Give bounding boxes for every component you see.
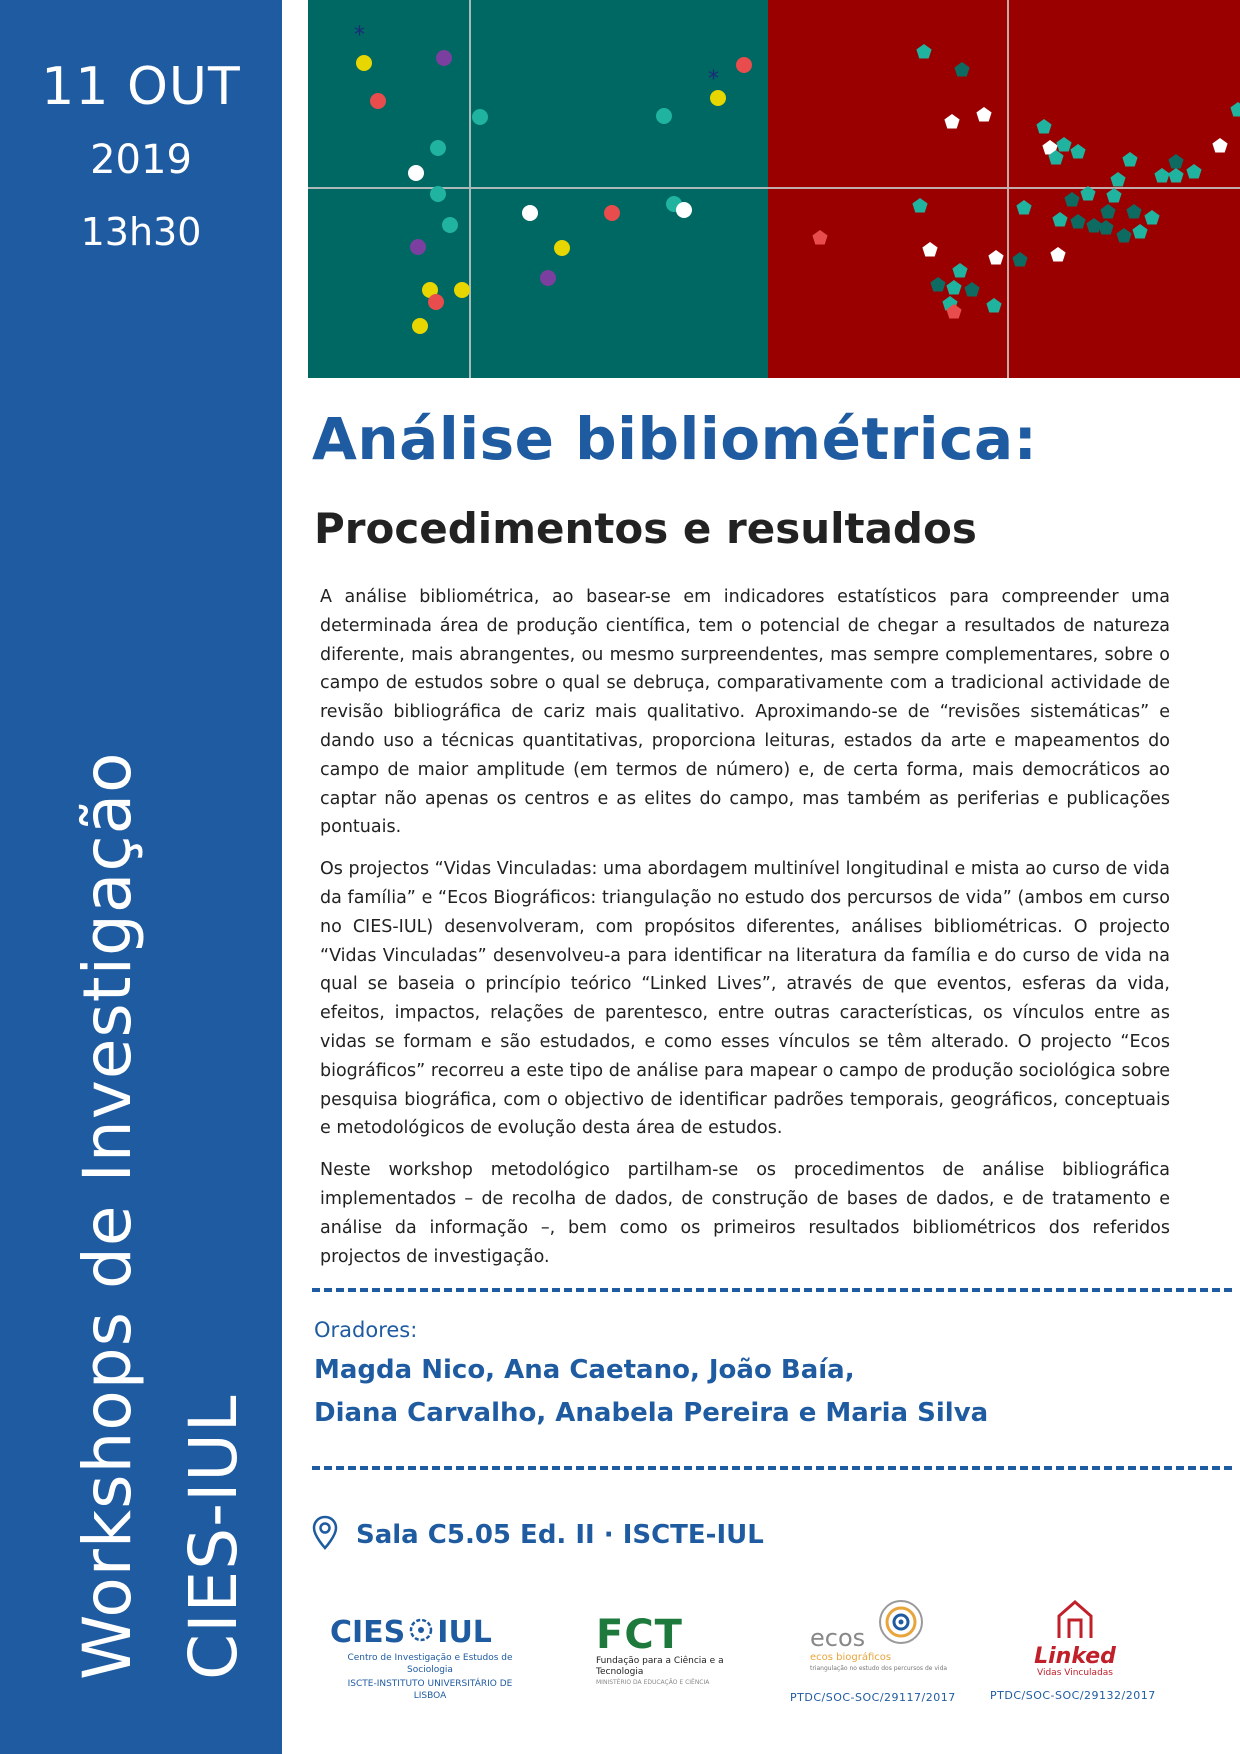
fct-logo-text: FCT: [596, 1612, 683, 1658]
event-year: 2019: [90, 137, 192, 183]
cies-subtitle: Centro de Investigação e Estudos de Sociologia: [347, 1653, 513, 1675]
location: [312, 1515, 764, 1555]
globe-icon: [409, 1615, 433, 1650]
page-title: Análise bibliométrica:: [312, 405, 1038, 473]
cies-iul-logo: [330, 1615, 530, 1702]
map-pin-icon: [312, 1515, 338, 1555]
fct-logo: [596, 1614, 756, 1687]
date-block: [0, 52, 282, 260]
iscte-subtitle: ISCTE-INSTITUTO UNIVERSITÁRIO DE LISBOA: [347, 1679, 513, 1701]
event-day: 11 OUT: [41, 57, 241, 117]
iul-logo-text: IUL: [437, 1615, 492, 1650]
linked-logo-text: Linked: [1034, 1644, 1116, 1669]
divider-bottom: [312, 1466, 1232, 1470]
speakers-line-1: Magda Nico, Ana Caetano, João Baía,: [314, 1355, 855, 1385]
ecos-logo-text: ecos: [810, 1624, 866, 1652]
linked-vidas-vinculadas-logo: [1030, 1598, 1120, 1678]
header-scatter-graphic: [308, 0, 1240, 378]
page-subtitle: Procedimentos e resultados: [314, 504, 977, 553]
fct-subtitle: Fundação para a Ciência e a Tecnologia: [596, 1656, 724, 1677]
series-title: [55, 752, 267, 1680]
fct-ministry: MINISTÉRIO DA EDUCAÇÃO E CIÊNCIA: [596, 1679, 710, 1686]
ecos-project-code: PTDC/SOC-SOC/29117/2017: [790, 1691, 956, 1704]
divider-top: [312, 1288, 1232, 1292]
description-paragraph: A análise bibliométrica, ao basear-se em indicadores estatísticos para compreender uma determinada área de produção científica, tem o potencial de chegar a resultados de natureza diferente, mais abrangentes, ou mesmo surpreendentes, mas sempre complementares, sobre o campo de estudos sobre o qual se debruça, comparativamente com a tradicional actividade de revisão bibliográfica de cariz mais qualitativo. Aproximando-se de “revisões sistemáticas” e dando uso a técnicas quantitativas, proporciona leituras, estados da arte e mapeamentos do campo de maior amplitude (em termos de número) e, de certa forma, mais democráticos ao captar não apenas os centros e as elites do campo, mas também as periferias e publicações pontuais.: [320, 587, 1170, 838]
sidebar: [0, 0, 282, 1754]
ecos-tagline: triangulação no estudo dos percursos de vida: [810, 1665, 948, 1672]
svg-text:*: *: [354, 23, 365, 48]
svg-text:*: *: [708, 67, 719, 92]
description-paragraph: Os projectos “Vidas Vinculadas: uma abordagem multinível longitudinal e mista ao curso de vida da família” e “Ecos Biográficos: triangulação no estudo dos percursos de vida” (ambos em curso no CIES-IUL) desenvolveram, com propósitos diferentes, análises bibliométricas. O projecto “Vidas Vinculadas” desenvolveu-a para identificar na literatura da família e do curso de vida na qual se baseia o princípio teórico “Linked Lives”, através de que eventos, esferas da vida, efeitos, impactos, relações de parentesco, entre outras características, os vínculos entre as vidas se formam e são estudados, e como esses vínculos se têm alterado. O projecto “Ecos biográficos” recorreu a este tipo de análise para mapear o campo de produção sociológica sobre pesquisa biográfica, com o objectivo de identificar padrões temporais, geográficos, conceptuais e metodológicos de evolução desta área de estudos.: [320, 859, 1170, 1139]
scatter-illustration: [308, 0, 1240, 378]
ecos-biograficos-logo: [810, 1598, 950, 1673]
series-title-line2: CIES-IUL: [175, 1394, 252, 1680]
series-title-line1: Workshops de Investigação: [69, 751, 146, 1680]
ecos-subtitle: ecos biográficos: [810, 1652, 892, 1663]
linked-subtitle: Vidas Vinculadas: [1037, 1668, 1113, 1678]
location-text: Sala C5.05 Ed. II · ISCTE-IUL: [356, 1520, 764, 1550]
speakers-label: Oradores:: [314, 1318, 418, 1342]
cies-logo-text: CIES: [330, 1615, 406, 1650]
eye-spiral-icon: [869, 1598, 927, 1652]
event-time: 13h30: [80, 210, 202, 254]
description-paragraph: Neste workshop metodológico partilham-se os procedimentos de análise bibliográfica implementados – de recolha de dados, de construção de bases de dados, e de tratamento e análise da informação –, bem como os primeiros resultados bibliométricos dos referidos projectos de investigação.: [320, 1160, 1170, 1267]
linked-project-code: PTDC/SOC-SOC/29132/2017: [990, 1689, 1156, 1702]
description: [320, 583, 1170, 1284]
speakers-line-2: Diana Carvalho, Anabela Pereira e Maria Silva: [314, 1398, 989, 1428]
